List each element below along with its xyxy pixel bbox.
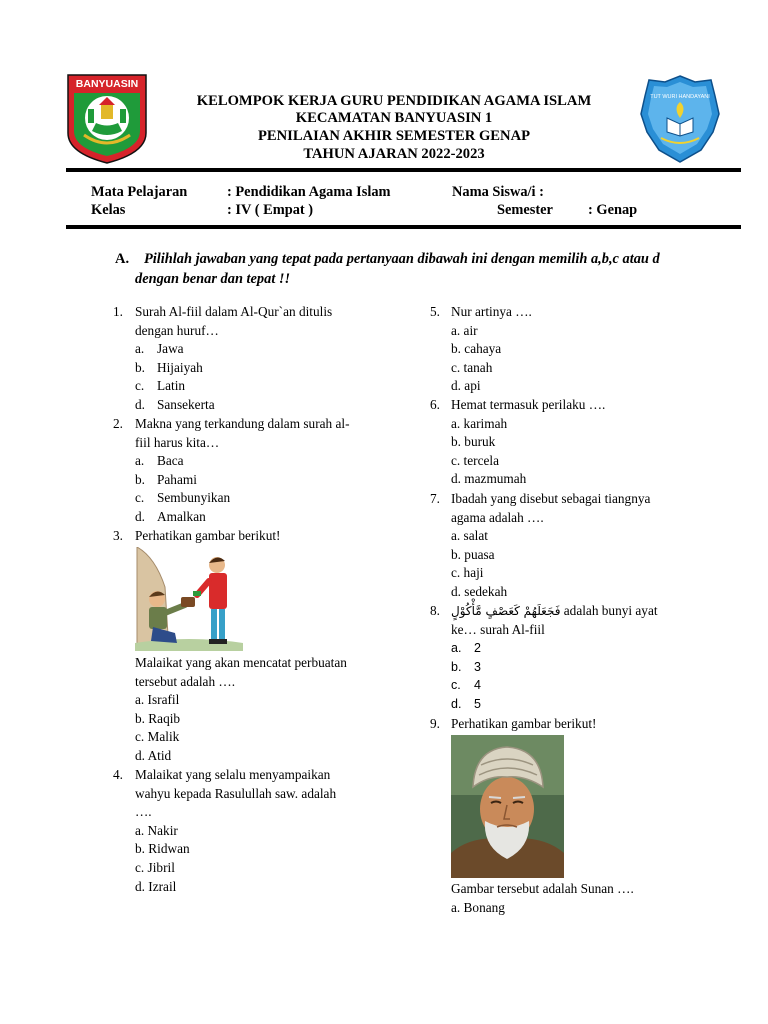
arabic-verse: فَجَعَلَهُمْ كَعَصْفٍ مَّأْكُوْلٍ	[451, 604, 561, 618]
section-instruction	[135, 250, 695, 289]
logo-motto: TUT WURI HANDAYANI	[650, 94, 710, 100]
answer-option[interactable]: d. Amalkan	[135, 508, 206, 524]
section-letter: A.	[115, 251, 130, 267]
question-text: Nur artinya ….	[451, 304, 532, 319]
answer-option[interactable]: a. Bonang	[451, 899, 505, 915]
question-text: agama adalah ….	[451, 509, 544, 525]
question-number: 3.	[113, 528, 123, 543]
header-rule-top	[66, 168, 741, 172]
sunan-portrait	[451, 735, 564, 878]
question-text: fiil harus kita…	[135, 434, 220, 450]
svg-text:BANYUASIN: BANYUASIN	[75, 78, 139, 90]
question-number: 1.	[113, 304, 123, 319]
answer-option[interactable]: d. Sansekerta	[135, 396, 215, 412]
answer-option[interactable]: a. salat	[451, 528, 488, 544]
answer-option[interactable]: c. Sembunyikan	[135, 490, 231, 506]
class-value: : IV ( Empat )	[227, 202, 314, 218]
charity-illustration	[135, 547, 243, 651]
subject-label: Mata Pelajaran	[91, 184, 188, 200]
question-text: wahyu kepada Rasulullah saw. adalah	[135, 785, 337, 801]
answer-option[interactable]: c. Latin	[135, 378, 186, 394]
question-text: Malaikat yang akan mencatat perbuatan	[135, 655, 347, 670]
answer-option[interactable]: b. cahaya	[451, 341, 502, 357]
question-text: Perhatikan gambar berikut!	[135, 528, 281, 543]
answer-option[interactable]: a. karimah	[451, 415, 508, 431]
question-number: 4.	[113, 767, 123, 782]
header-line-3: PENILAIAN AKHIR SEMESTER GENAP	[257, 128, 531, 144]
answer-option[interactable]: c. Malik	[135, 729, 180, 745]
question-3-continued	[135, 654, 347, 766]
tut-wuri-handayani-logo	[639, 74, 721, 164]
answer-option[interactable]: a. Nakir	[135, 822, 178, 838]
answer-option[interactable]: c. tanah	[451, 359, 493, 375]
banyuasin-logo	[66, 73, 148, 165]
question-text: Perhatikan gambar berikut!	[451, 716, 597, 731]
question-text	[451, 602, 658, 621]
question-number: 9.	[430, 716, 440, 731]
question-text: Hemat termasuk perilaku ….	[451, 397, 606, 412]
question-number: 5.	[430, 304, 440, 319]
header-line-2: KECAMATAN BANYUASIN 1	[295, 110, 493, 126]
answer-option[interactable]: b. puasa	[451, 546, 495, 562]
answer-option[interactable]: a. Jawa	[135, 341, 184, 357]
answer-option[interactable]: d. Atid	[135, 747, 172, 763]
answer-option[interactable]: b. buruk	[451, 434, 496, 450]
question-text: Malaikat yang selalu menyampaikan	[135, 767, 331, 782]
answer-option[interactable]: d. mazmumah	[451, 471, 527, 487]
question-number: 2.	[113, 416, 123, 431]
answer-option[interactable]: a. Baca	[135, 453, 184, 469]
answer-option[interactable]: b. Hijaiyah	[135, 359, 203, 375]
question-text: ….	[135, 804, 152, 820]
answer-option[interactable]: b. Raqib	[135, 710, 181, 726]
question-text-rest: adalah bunyi ayat	[563, 603, 658, 618]
question-text: Gambar tersebut adalah Sunan ….	[451, 881, 634, 896]
question-number: 7.	[430, 491, 440, 506]
answer-option[interactable]: c. Jibril	[135, 859, 175, 875]
subject-value: : Pendidikan Agama Islam	[227, 184, 391, 200]
answer-option[interactable]: d. api	[451, 378, 481, 394]
question-text: dengan huruf…	[135, 322, 219, 338]
answer-option[interactable]: b. Ridwan	[135, 841, 190, 857]
instruction-line-1: Pilihlah jawaban yang tepat pada pertanyaan dibawah ini dengan memilih a,b,c atau d	[144, 251, 660, 267]
answer-option[interactable]: b. 3	[451, 659, 481, 674]
answer-option[interactable]: b. Pahami	[135, 471, 197, 487]
student-name-label: Nama Siswa/i :	[452, 184, 544, 200]
answer-option[interactable]: c. haji	[451, 565, 484, 581]
class-label: Kelas	[91, 202, 126, 218]
question-number: 6.	[430, 397, 440, 412]
header-rule-bottom	[66, 225, 741, 229]
header-line-4: TAHUN AJARAN 2022-2023	[303, 146, 485, 162]
answer-option[interactable]: a. 2	[451, 641, 481, 656]
answer-option[interactable]: c. tercela	[451, 452, 499, 468]
question-number: 8.	[430, 603, 440, 618]
question-9-continued	[451, 880, 634, 917]
question-text: Makna yang terkandung dalam surah al-	[135, 416, 350, 431]
question-text: ke… surah Al-fiil	[451, 621, 545, 637]
semester-value: : Genap	[588, 202, 638, 218]
question-text: Surah Al-fiil dalam Al-Qur`an ditulis	[135, 304, 333, 319]
answer-option[interactable]: a. air	[451, 322, 478, 338]
instruction-line-2: dengan benar dan tepat !!	[135, 270, 291, 287]
question-text: tersebut adalah ….	[135, 673, 236, 689]
answer-option[interactable]: d. sedekah	[451, 583, 508, 599]
answer-option[interactable]: d. 5	[451, 696, 481, 711]
answer-option[interactable]: d. Izrail	[135, 878, 177, 894]
question-text: Ibadah yang disebut sebagai tiangnya	[451, 491, 651, 506]
header-line-1: KELOMPOK KERJA GURU PENDIDIKAN AGAMA ISLAM	[196, 93, 592, 109]
answer-option[interactable]: a. Israfil	[135, 692, 180, 708]
answer-option[interactable]: c. 4	[451, 678, 481, 693]
semester-label: Semester	[497, 202, 553, 218]
